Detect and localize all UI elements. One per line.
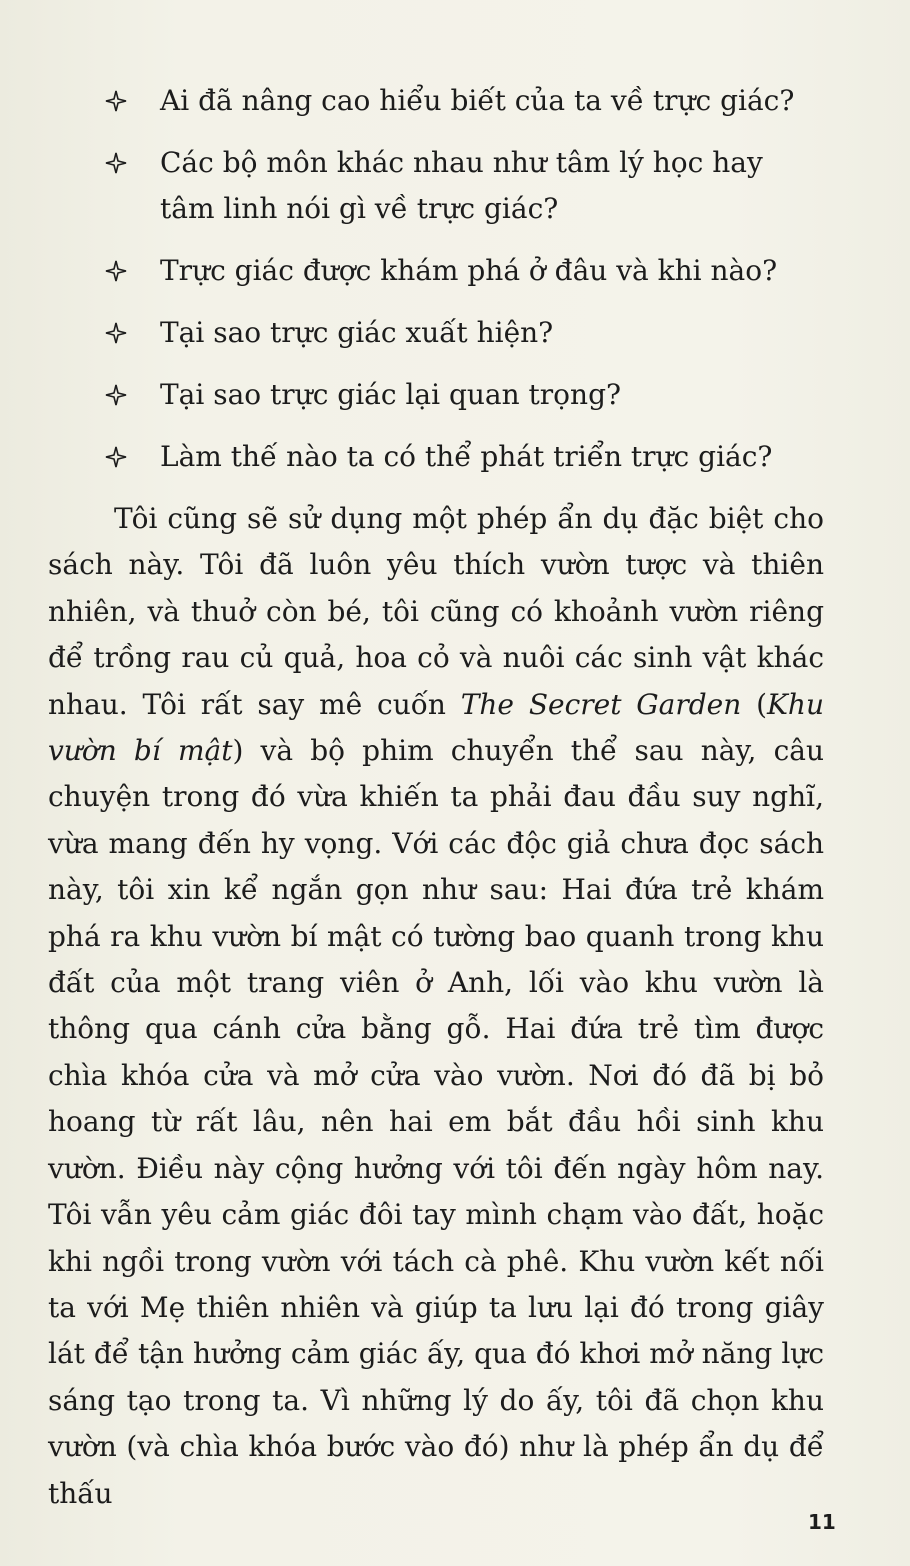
page-number: 11: [808, 1510, 836, 1534]
question-text: Tại sao trực giác xuất hiện?: [160, 316, 554, 349]
four-point-star-icon: [105, 152, 127, 174]
question-item: [48, 434, 824, 480]
four-point-star-icon: [105, 90, 127, 112]
question-text: Tại sao trực giác lại quan trọng?: [160, 378, 622, 411]
paragraph-text-part1: Tôi cũng sẽ sử dụng một phép ẩn dụ đặc biệt cho sách này. Tôi đã luôn yêu thích vườn tược và thiên nhiên, và thuở còn bé, tôi cũng có khoảnh vườn riêng để trồng rau củ quả, hoa cỏ và nuôi các sinh vật khác nhau. Tôi rất say mê cuốn: [48, 502, 824, 721]
question-text: Các bộ môn khác nhau như tâm lý học hay tâm linh nói gì về trực giác?: [160, 146, 763, 225]
four-point-star-icon: [105, 322, 127, 344]
question-item: [48, 310, 824, 356]
question-text: Trực giác được khám phá ở đâu và khi nào?: [160, 254, 778, 287]
paragraph-text-part3: ) và bộ phim chuyển thể sau này, câu chuyện trong đó vừa khiến ta phải đau đầu suy nghĩ, vừa mang đến hy vọng. Với các độc giả chưa đọc sách này, tôi xin kể ngắn gọn như sau: Hai đứa trẻ khám phá ra khu vườn bí mật có tường bao quanh trong khu đất của một trang viên ở Anh, lối vào khu vườn là thông qua cánh cửa bằng gỗ. Hai đứa trẻ tìm được chìa khóa cửa và mở cửa vào vườn. Nơi đó đã bị bỏ hoang từ rất lâu, nên hai em bắt đầu hồi sinh khu vườn. Điều này cộng hưởng với tôi đến ngày hôm nay. Tôi vẫn yêu cảm giác đôi tay mình chạm vào đất, hoặc khi ngồi trong vườn với tách cà phê. Khu vườn kết nối ta với Mẹ thiên nhiên và giúp ta lưu lại đó trong giây lát để tận hưởng cảm giác ấy, qua đó khơi mở năng lực sáng tạo trong ta. Vì những lý do ấy, tôi đã chọn khu vườn (và chìa khóa bước vào đó) như là phép ẩn dụ để thấu: [48, 734, 825, 1510]
book-title-vietnamese: Khu vườn bí mật: [48, 687, 824, 768]
four-point-star-icon: [105, 446, 127, 468]
book-title-english: The Secret Garden: [460, 687, 742, 721]
question-text: Ai đã nâng cao hiểu biết của ta về trực giác?: [160, 84, 795, 117]
question-item: [48, 78, 824, 124]
four-point-star-icon: [105, 260, 127, 282]
question-item: [48, 372, 824, 418]
question-item: [48, 140, 824, 232]
question-text: Làm thế nào ta có thể phát triển trực giác?: [160, 440, 773, 473]
question-list: [48, 78, 824, 480]
question-item: [48, 248, 824, 294]
paragraph-text-part2: (: [741, 687, 768, 721]
four-point-star-icon: [105, 384, 127, 406]
page-content: [48, 78, 824, 1517]
body-paragraph: [48, 496, 824, 1517]
